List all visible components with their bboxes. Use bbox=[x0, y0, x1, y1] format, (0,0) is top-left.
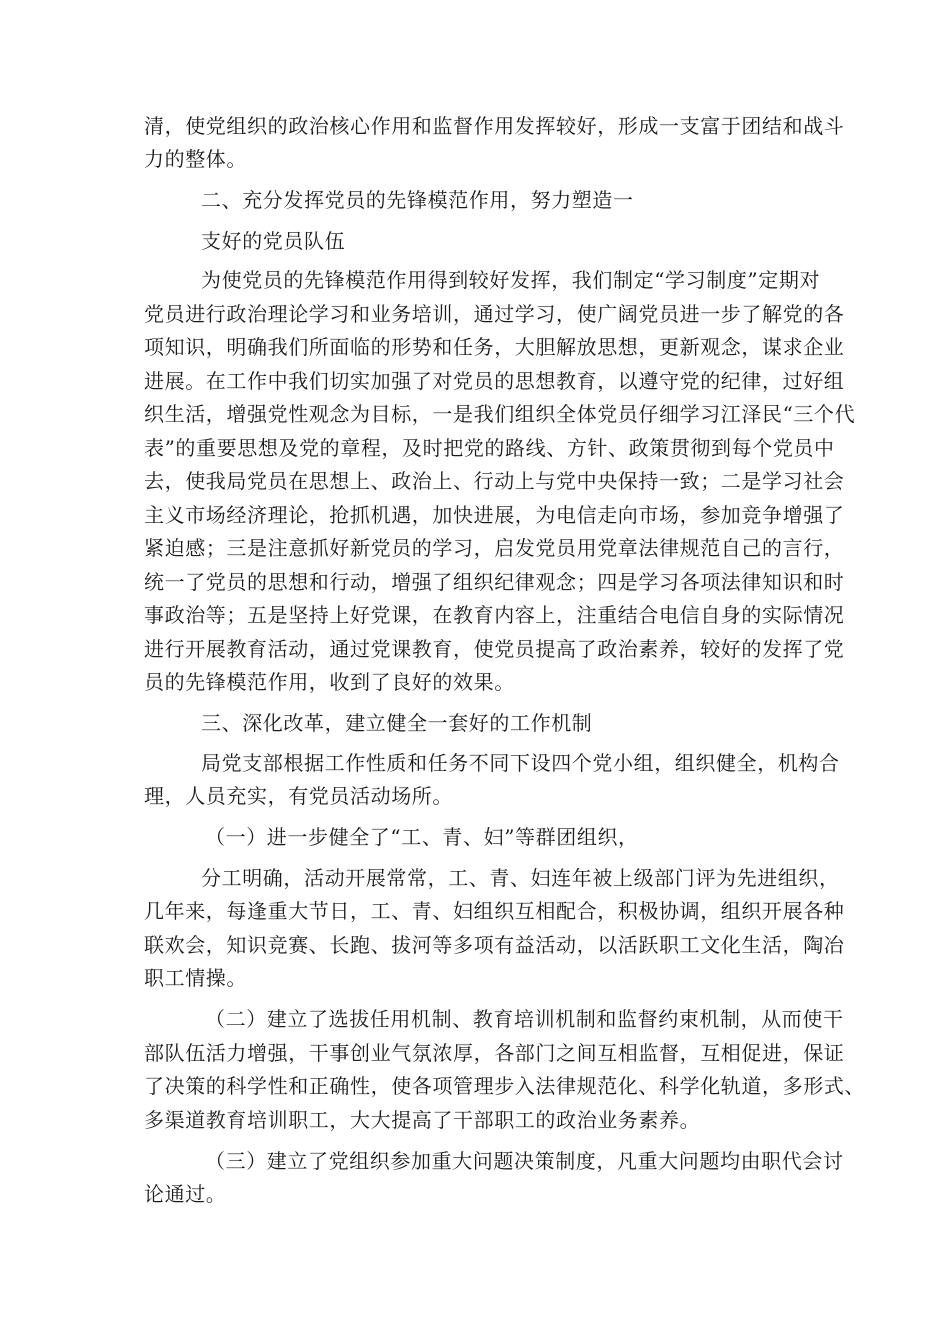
paragraph-line: 表”的重要思想及党的章程，及时把党的路线、方针、政策贯彻到每个党员中 bbox=[144, 436, 835, 460]
paragraph-line: 事政治等；五是坚持上好党课，在教育内容上，注重结合电信自身的实际情况 bbox=[144, 603, 845, 627]
section-heading: 三、深化改革，建立健全一套好的工作机制 bbox=[201, 711, 593, 735]
paragraph-line: 分工明确，活动开展常常，工、青、妇连年被上级部门评为先进组织， bbox=[201, 866, 840, 890]
paragraph-line: 紧迫感；三是注意抓好新党员的学习，启发党员用党章法律规范自己的言行， bbox=[144, 536, 845, 560]
paragraph-line: 几年来，每逢重大节日，工、青、妇组织互相配合，积极协调，组织开展各种 bbox=[144, 899, 845, 923]
paragraph-line: 项知识，明确我们所面临的形势和任务，大胆解放思想，更新观念，谋求企业 bbox=[144, 335, 845, 359]
paragraph-line: 去，使我局党员在思想上、政治上、行动上与党中央保持一致；二是学习社会 bbox=[144, 469, 845, 493]
subsection-heading: （一）进一步健全了“工、青、妇”等群团组织， bbox=[205, 825, 639, 849]
paragraph-line: 多渠道教育培训职工，大大提高了干部职工的政治业务素养。 bbox=[144, 1108, 701, 1132]
paragraph-line: 局党支部根据工作性质和任务不同下设四个党小组，组织健全，机构合 bbox=[201, 751, 840, 775]
paragraph-line: 清，使党组织的政治核心作用和监督作用发挥较好，形成一支富于团结和战斗 bbox=[144, 114, 845, 138]
paragraph-line: 进行开展教育活动，通过党课教育，使党员提高了政治素养，较好的发挥了党 bbox=[144, 637, 845, 661]
paragraph-line: 统一了党员的思想和行动，增强了组织纪律观念；四是学习各项法律知识和时 bbox=[144, 570, 845, 594]
paragraph-line: 进展。在工作中我们切实加强了对党员的思想教育，以遵守党的纪律，过好组 bbox=[144, 369, 845, 393]
paragraph-line: 部队伍活力增强，干事创业气氛浓厚，各部门之间互相监督，互相促进，保证 bbox=[144, 1041, 845, 1065]
paragraph-line: 了决策的科学性和正确性，使各项管理步入法律规范化、科学化轨道，多形式、 bbox=[144, 1074, 865, 1098]
paragraph-line: 理，人员充实，有党员活动场所。 bbox=[144, 784, 453, 808]
paragraph-line: 力的整体。 bbox=[144, 147, 247, 171]
paragraph-line: 主义市场经济理论，抢抓机遇，加快进展，为电信走向市场，参加竞争增强了 bbox=[144, 503, 845, 527]
paragraph-line: 织生活，增强党性观念为目标，一是我们组织全体党员仔细学习江泽民“三个代 bbox=[144, 402, 856, 426]
paragraph-line: （三）建立了党组织参加重大问题决策制度，凡重大问题均由职代会讨 bbox=[205, 1149, 844, 1173]
section-heading: 支好的党员队伍 bbox=[201, 229, 346, 253]
paragraph-line: 员的先锋模范作用，收到了良好的效果。 bbox=[144, 670, 515, 694]
paragraph-line: 职工情操。 bbox=[144, 966, 247, 990]
section-heading: 二、充分发挥党员的先锋模范作用，努力塑造一 bbox=[201, 188, 634, 212]
paragraph-line: （二）建立了选拔任用机制、教育培训机制和监督约束机制，从而使干 bbox=[205, 1007, 844, 1031]
paragraph-line: 党员进行政治理论学习和业务培训，通过学习，使广阔党员进一步了解党的各 bbox=[144, 302, 845, 326]
paragraph-line: 为使党员的先锋模范作用得到较好发挥，我们制定“学习制度”定期对 bbox=[201, 268, 821, 292]
paragraph-line: 联欢会，知识竞赛、长跑、拔河等多项有益活动，以活跃职工文化生活，陶冶 bbox=[144, 933, 845, 957]
paragraph-line: 论通过。 bbox=[144, 1182, 227, 1206]
